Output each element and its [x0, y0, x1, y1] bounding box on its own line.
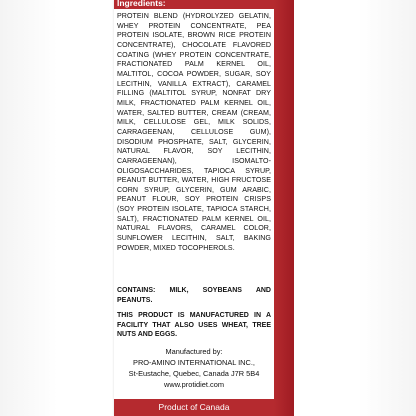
facility-statement: THIS PRODUCT IS MANUFACTURED IN A FACILITY THAT ALSO USES WHEAT, TREE NUTS AND EGGS.	[117, 312, 271, 338]
manufacturer-heading: Manufactured by:	[165, 347, 223, 356]
ingredients-header-bar	[114, 0, 274, 9]
manufacturer-block	[114, 346, 274, 390]
ingredients-list: PROTEIN BLEND (HYDROLYZED GELATIN, WHEY PROTEIN CONCENTRATE, PEA PROTEIN ISOLATE, BROWN RICE PROTEIN CONCENTRATE), CHOCOLATE FLAVORED COATING (WHEY PROTEIN CONCENTRATE, FRACTIONATED PALM KERNEL OIL, MALTITOL, COCOA POWDER, SUGAR, SOY LECITHIN, VANILLA EXTRACT), CARAMEL FILLING (MALTITOL SYRUP, NONFAT DRY MILK, FRACTIONATED PALM KERNEL OIL, WATER, SALTED BUTTER, CREAM (CREAM, MILK, CELLULOSE GEL, MILK SOLIDS, CARRAGEENAN, CELLULOSE GUM), DISODIUM PHOSPHATE, SALT, GLYCERIN, NATURAL FLAVOR, SOY LECITHIN, CARRAGEENAN), ISOMALTO-OLIGOSACCHARIDES, TAPIOCA SYRUP, PEANUT BUTTER, WATER, HIGH FRUCTOSE CORN SYRUP, GLYCERIN, GUM ARABIC, PEANUT FLOUR, SOY PROTEIN CRISPS (SOY PROTEIN ISOLATE, TAPIOCA STARCH, SALT), FRACTIONATED PALM KERNEL OIL, NATURAL FLAVORS, CARAMEL COLOR, SUNFLOWER LECITHIN, SALT, BAKING POWDER, MIXED TOCOPHEROLS.	[117, 12, 271, 252]
red-side-strip	[274, 0, 294, 416]
manufacturer-website: www.protidiet.com	[164, 380, 224, 389]
ingredient-label	[114, 0, 274, 416]
product-origin: Product of Canada	[158, 402, 230, 412]
background-left	[0, 0, 96, 416]
manufacturer-address: St-Eustache, Quebec, Canada J7R 5B4	[128, 369, 260, 378]
background-right	[320, 0, 416, 416]
allergen-statement: CONTAINS: MILK, SOYBEANS AND PEANUTS.	[117, 287, 271, 304]
origin-bar	[114, 399, 274, 416]
manufacturer-name: PRO-AMINO INTERNATIONAL INC.,	[133, 358, 255, 367]
ingredients-heading: Ingredients:	[117, 0, 166, 8]
